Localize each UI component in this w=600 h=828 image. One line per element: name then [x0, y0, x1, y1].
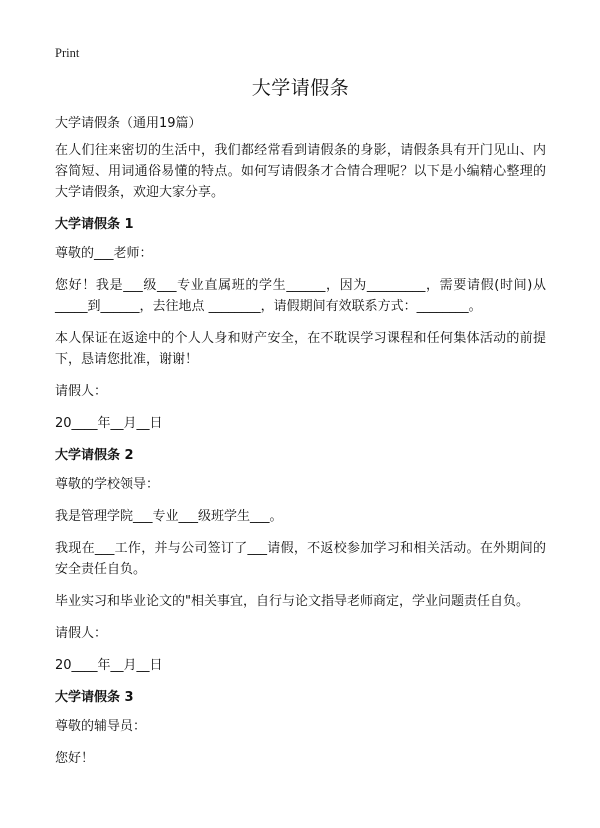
document-subtitle: 大学请假条（通用19篇） — [55, 116, 202, 131]
body-paragraph: 我是管理学院___专业___级班学生___。 — [55, 509, 283, 524]
body-paragraph: 我现在___工作，并与公司签订了___请假，不返校参加学习和相关活动。在外期间的安全责任自负。 — [55, 541, 546, 577]
section-heading: 大学请假条 1 — [55, 217, 134, 232]
date-line: 20____年__月__日 — [55, 416, 163, 431]
intro-paragraph: 在人们往来密切的生活中，我们都经常看到请假条的身影，请假条具有开门见山、内容简短、用词通俗易懂的特点。如何写请假条才合情合理呢？以下是小编精心整理的大学请假条，欢迎大家分享。 — [55, 143, 546, 200]
section-heading: 大学请假条 3 — [55, 690, 134, 705]
document-title: 大学请假条 — [251, 77, 350, 99]
salutation: 尊敬的学校领导： — [55, 477, 160, 492]
print-link[interactable]: Print — [55, 46, 80, 60]
signature-label: 请假人： — [55, 626, 108, 641]
signature-label: 请假人： — [55, 384, 108, 399]
body-paragraph: 您好！ — [55, 751, 95, 766]
body-paragraph: 您好！我是___级___专业直属班的学生______，因为_________，需要请假(时间)从_____到______，去往地点 ________，请假期间有效联系方式：________。 — [55, 278, 546, 314]
salutation: 尊敬的辅导员： — [55, 719, 147, 734]
section-heading: 大学请假条 2 — [55, 448, 134, 463]
salutation: 尊敬的___老师： — [55, 246, 153, 261]
body-paragraph: 毕业实习和毕业论文的"相关事宜，自行与论文指导老师商定，学业问题责任自负。 — [55, 594, 529, 609]
date-line: 20____年__月__日 — [55, 658, 163, 673]
body-paragraph: 本人保证在返途中的个人人身和财产安全，在不耽误学习课程和任何集体活动的前提下，恳请您批准，谢谢！ — [55, 331, 546, 367]
